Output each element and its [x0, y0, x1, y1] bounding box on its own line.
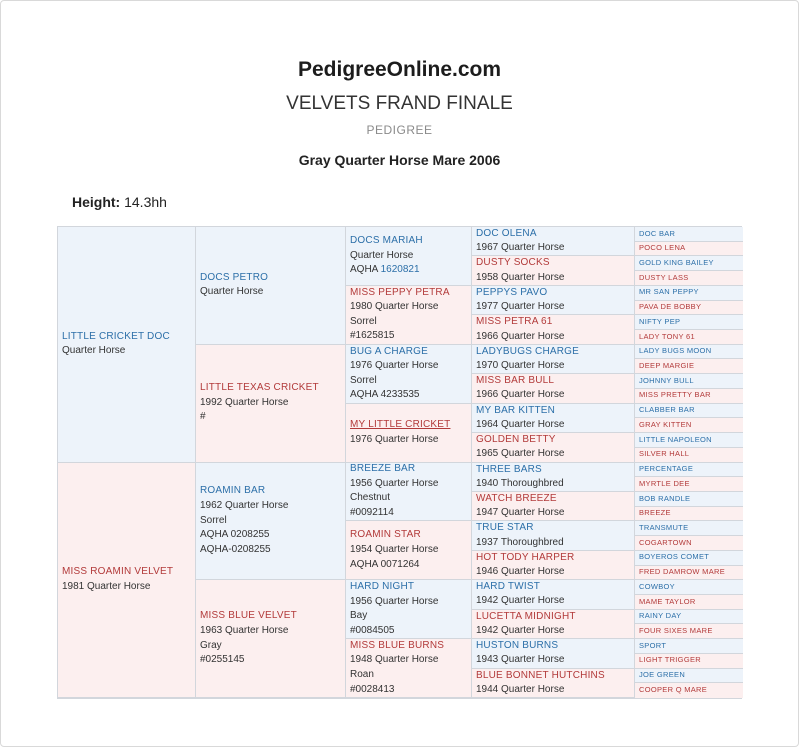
gen5-horse-link[interactable]: COOPER Q MARE [635, 683, 743, 698]
horse-info: # [200, 411, 206, 423]
horse-info: #0092114 [350, 507, 394, 519]
gen4-cell [472, 286, 635, 315]
horse-info: 1942 Quarter Horse [476, 624, 565, 636]
gen2-cell [196, 463, 346, 581]
gen5-horse-link[interactable]: CLABBER BAR [635, 404, 743, 419]
gen5-horse-link[interactable]: JOHNNY BULL [635, 374, 743, 389]
horse-info: Sorrel [350, 374, 377, 386]
gen4-cell [472, 521, 635, 550]
gen4-cell [472, 433, 635, 462]
horse-info: #0084505 [350, 624, 395, 636]
gen5-horse-link[interactable]: RAINY DAY [635, 610, 743, 625]
gen5-horse-link[interactable]: DOC BAR [635, 227, 743, 242]
gen4-cell [472, 227, 635, 256]
horse-info: Chestnut [350, 492, 391, 504]
gen4-cell [472, 463, 635, 492]
gen5-horse-link[interactable]: MR SAN PEPPY [635, 286, 743, 301]
horse-info: #0028413 [350, 683, 395, 695]
gen3-cell [346, 286, 472, 345]
horse-name-link[interactable]: DOCS MARIAH [350, 235, 423, 247]
horse-info: 1964 Quarter Horse [476, 418, 565, 430]
gen4-cell [472, 669, 635, 698]
horse-name-link[interactable]: GOLDEN BETTY [476, 434, 556, 446]
horse-info: 1943 Quarter Horse [476, 654, 565, 666]
gen5-horse-link[interactable]: MISS PRETTY BAR [635, 389, 743, 404]
horse-info: 1942 Quarter Horse [476, 595, 565, 607]
gen5-horse-link[interactable]: BOB RANDLE [635, 492, 743, 507]
horse-info: Gray [200, 639, 222, 651]
horse-name-link[interactable]: ROAMIN BAR [200, 485, 266, 497]
gen5-horse-link[interactable]: FRED DAMROW MARE [635, 566, 743, 581]
height-value: 14.3hh [124, 194, 167, 210]
gen4-cell [472, 404, 635, 433]
horse-name-link[interactable]: DOCS PETRO [200, 271, 269, 283]
registration-prefix: AQHA [350, 264, 381, 276]
gen5-horse-link[interactable]: DEEP MARGIE [635, 359, 743, 374]
horse-info: 1956 Quarter Horse [350, 595, 439, 607]
gen5-horse-link[interactable]: JOE GREEN [635, 669, 743, 684]
gen5-horse-link[interactable]: LADY TONY 61 [635, 330, 743, 345]
horse-description: Gray Quarter Horse Mare 2006 [298, 152, 501, 168]
horse-info: #0255145 [200, 654, 245, 666]
gen5-horse-link[interactable]: COWBOY [635, 580, 743, 595]
horse-name-link[interactable]: MISS BLUE VELVET [200, 610, 297, 622]
horse-info: 1937 Thoroughbred [476, 536, 564, 548]
gen3-cell [346, 404, 472, 463]
gen4-cell [472, 256, 635, 285]
horse-info: 1970 Quarter Horse [476, 359, 565, 371]
horse-info: 1977 Quarter Horse [476, 301, 565, 313]
gen4-cell [472, 345, 635, 374]
horse-name-link[interactable]: TRUE STAR [476, 522, 534, 534]
gen5-horse-link[interactable]: PERCENTAGE [635, 463, 743, 478]
gen2-cell [196, 227, 346, 345]
gen3-cell [346, 463, 472, 522]
horse-info: Roan [350, 669, 374, 681]
gen5-horse-link[interactable]: SILVER HALL [635, 448, 743, 463]
dam-cell [58, 463, 196, 699]
gen5-horse-link[interactable]: BREEZE [635, 507, 743, 522]
horse-name-link[interactable]: DUSTY SOCKS [476, 257, 550, 269]
pedigree-table [57, 226, 742, 699]
horse-info: #1625815 [350, 330, 395, 342]
horse-info: 1980 Quarter Horse [350, 301, 439, 313]
horse-name-link[interactable]: HARD NIGHT [350, 581, 415, 592]
horse-name-link[interactable]: LITTLE TEXAS CRICKET [200, 382, 319, 394]
horse-info: 1992 Quarter Horse [200, 396, 289, 408]
gen5-horse-link[interactable]: POCO LENA [635, 242, 743, 257]
horse-info: 1944 Quarter Horse [476, 683, 565, 695]
horse-info: 1966 Quarter Horse [476, 330, 565, 342]
horse-name-link[interactable]: HUSTON BURNS [476, 640, 559, 652]
gen3-cell [346, 227, 472, 286]
dam-info: 1981 Quarter Horse [62, 580, 151, 592]
horse-info: Quarter Horse [350, 249, 414, 261]
horse-info: 1947 Quarter Horse [476, 507, 565, 519]
gen3-cell [346, 345, 472, 404]
gen5-horse-link[interactable]: PAVA DE BOBBY [635, 301, 743, 316]
horse-info: 1966 Quarter Horse [476, 389, 565, 401]
horse-name-link[interactable]: MISS PETRA 61 [476, 316, 553, 328]
horse-name-link[interactable]: DOC OLENA [476, 228, 537, 240]
gen5-horse-link[interactable]: MAME TAYLOR [635, 595, 743, 610]
gen4-cell [472, 580, 635, 609]
gen5-horse-link[interactable]: GRAY KITTEN [635, 418, 743, 433]
horse-info: AQHA 0208255 [200, 529, 270, 541]
gen5-horse-link[interactable]: FOUR SIXES MARE [635, 624, 743, 639]
registration-info [350, 263, 467, 278]
horse-name-link[interactable]: MISS PEPPY PETRA [350, 286, 450, 298]
horse-name-link[interactable]: WATCH BREEZE [476, 492, 557, 504]
horse-info: AQHA 4233535 [350, 389, 420, 401]
horse-info: 1956 Quarter Horse [350, 477, 439, 489]
gen5-horse-link[interactable]: DUSTY LASS [635, 271, 743, 286]
horse-name-link[interactable]: BLUE BONNET HUTCHINS [476, 669, 605, 681]
horse-name-link[interactable]: ROAMIN STAR [350, 529, 421, 541]
gen4-cell [472, 551, 635, 580]
gen2-cell [196, 345, 346, 463]
gen4-cell [472, 374, 635, 403]
horse-name-link[interactable]: BUG A CHARGE [350, 345, 428, 357]
horse-name-link[interactable]: MY LITTLE CRICKET [350, 418, 451, 430]
horse-name-link[interactable]: PEPPYS PAVO [476, 286, 548, 298]
horse-info: 1946 Quarter Horse [476, 566, 565, 578]
gen5-horse-link[interactable]: MYRTLE DEE [635, 477, 743, 492]
horse-name-link[interactable]: HOT TODY HARPER [476, 551, 575, 563]
horse-name-link[interactable]: MY BAR KITTEN [476, 404, 556, 416]
sire-cell [58, 227, 196, 463]
horse-name-link[interactable]: LUCETTA MIDNIGHT [476, 610, 576, 622]
gen5-horse-link[interactable]: BOYEROS COMET [635, 551, 743, 566]
dam-name[interactable]: MISS ROAMIN VELVET [62, 566, 174, 578]
horse-info: AQHA 0071264 [350, 558, 420, 570]
horse-info: Bay [350, 610, 368, 622]
horse-info: 1963 Quarter Horse [200, 625, 289, 637]
section-label: PEDIGREE [366, 123, 433, 137]
horse-info: 1954 Quarter Horse [350, 544, 439, 556]
horse-name-link[interactable]: BREEZE BAR [350, 463, 416, 475]
horse-info: Sorrel [350, 315, 377, 327]
gen5-horse-link[interactable]: LIGHT TRIGGER [635, 654, 743, 669]
gen5-horse-link[interactable]: LADY BUGS MOON [635, 345, 743, 360]
horse-info: 1967 Quarter Horse [476, 242, 565, 254]
horse-info: 1976 Quarter Horse [350, 433, 439, 445]
horse-name-link[interactable]: THREE BARS [476, 463, 542, 475]
horse-name-link[interactable]: LADYBUGS CHARGE [476, 345, 580, 357]
gen4-cell [472, 492, 635, 521]
horse-name-link[interactable]: MISS BAR BULL [476, 375, 555, 387]
sire-name[interactable]: LITTLE CRICKET DOC [62, 330, 170, 342]
horse-info: 1965 Quarter Horse [476, 448, 565, 460]
gen4-cell [472, 610, 635, 639]
height-info [72, 194, 167, 210]
horse-name-link[interactable]: MISS BLUE BURNS [350, 639, 445, 651]
gen4-cell [472, 315, 635, 344]
gen3-cell [346, 580, 472, 639]
horse-info: Sorrel [200, 514, 227, 526]
gen2-cell [196, 580, 346, 698]
gen5-horse-link[interactable]: COGARTOWN [635, 536, 743, 551]
gen5-horse-link[interactable]: TRANSMUTE [635, 521, 743, 536]
gen5-horse-link[interactable]: GOLD KING BAILEY [635, 256, 743, 271]
registration-link[interactable]: 1620821 [380, 264, 420, 276]
horse-name-link[interactable]: HARD TWIST [476, 581, 541, 593]
horse-info: AQHA-0208255 [200, 543, 271, 555]
gen5-horse-link[interactable]: LITTLE NAPOLEON [635, 433, 743, 448]
gen5-horse-link[interactable]: NIFTY PEP [635, 315, 743, 330]
horse-info: 1948 Quarter Horse [350, 654, 439, 666]
gen4-cell [472, 639, 635, 668]
horse-info: 1962 Quarter Horse [200, 499, 289, 511]
sire-info: Quarter Horse [62, 345, 126, 357]
gen5-horse-link[interactable]: SPORT [635, 639, 743, 654]
horse-info: 1940 Thoroughbred [476, 477, 564, 489]
gen3-cell [346, 639, 472, 698]
horse-name: VELVETS FRAND FINALE [286, 93, 513, 114]
horse-info: 1976 Quarter Horse [350, 360, 439, 372]
gen3-cell [346, 521, 472, 580]
height-label: Height: [72, 194, 121, 210]
horse-info: 1958 Quarter Horse [476, 271, 565, 283]
horse-info: Quarter Horse [200, 286, 264, 298]
site-title[interactable]: PedigreeOnline.com [297, 58, 502, 81]
